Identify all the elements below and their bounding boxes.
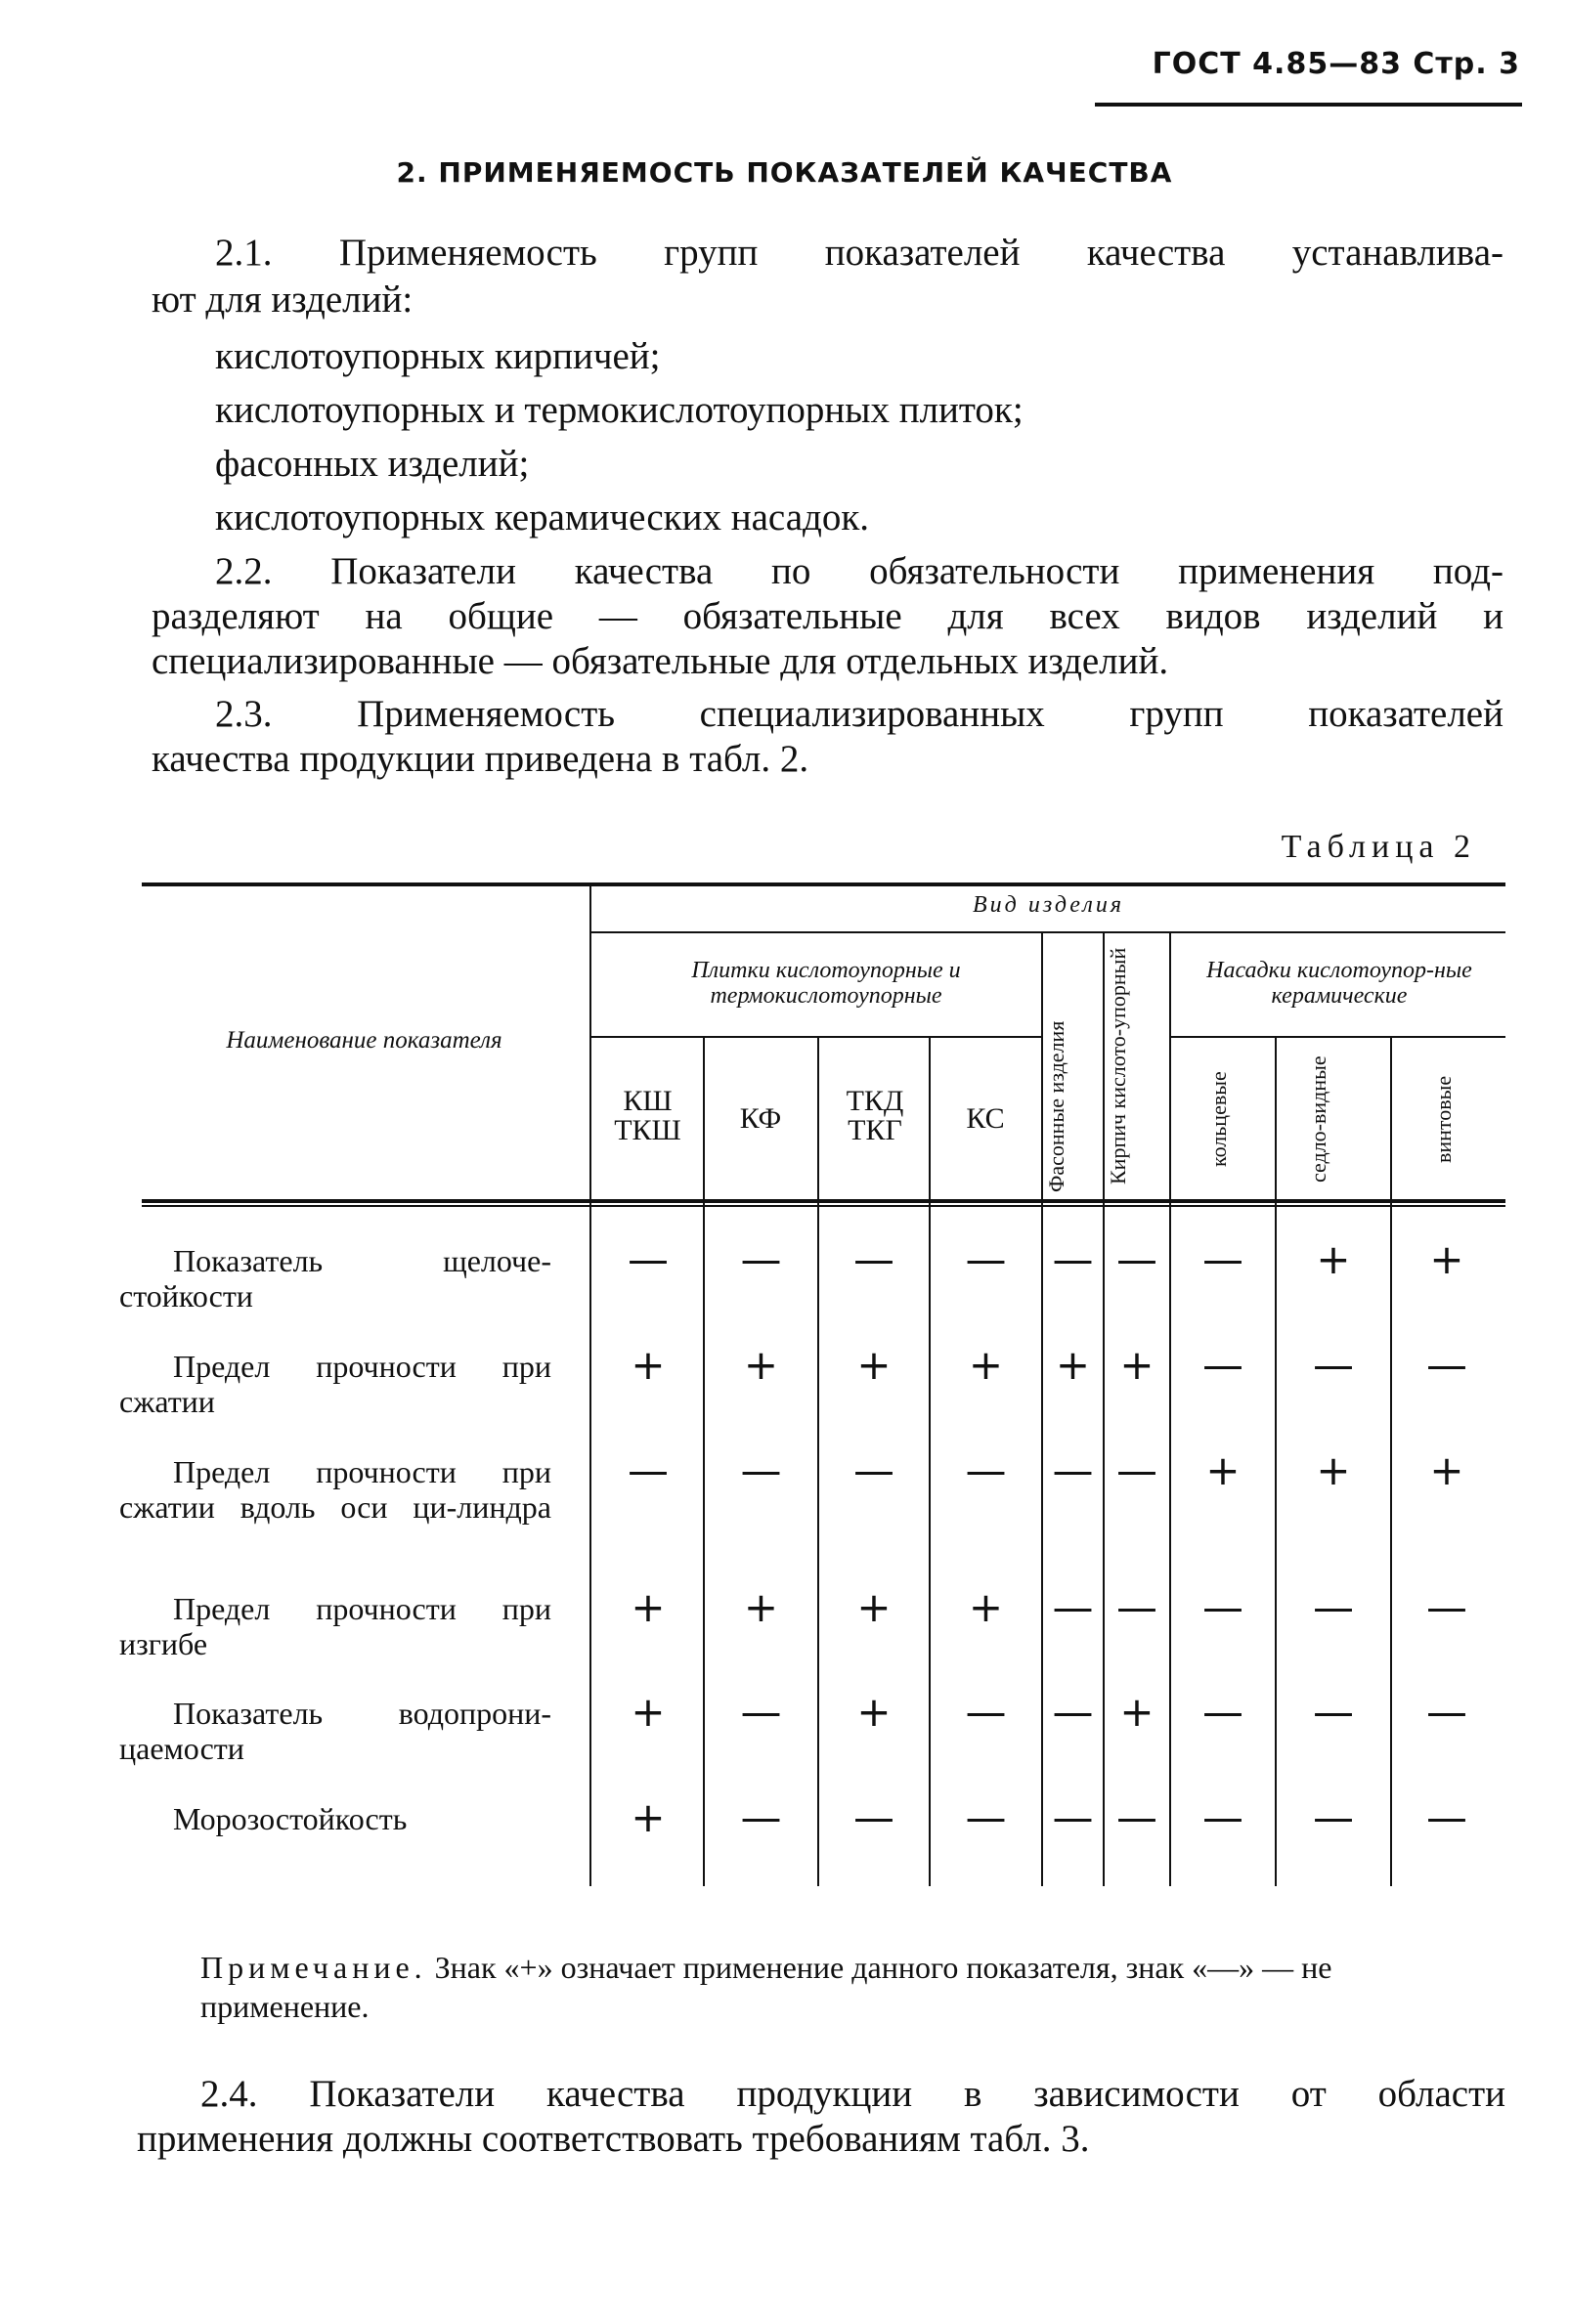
header-rule	[1095, 103, 1522, 107]
tiles-group-label: Плитки кислотоупорные и термокислотоупорные	[691, 958, 961, 1009]
applicability-mark: +	[856, 1688, 892, 1736]
applicability-mark: +	[856, 1583, 892, 1631]
applicability-mark: —	[965, 1688, 1007, 1736]
applicability-mark: +	[631, 1341, 666, 1389]
applicability-mark: +	[1429, 1446, 1464, 1494]
applicability-mark: —	[1426, 1793, 1467, 1841]
applicability-mark: —	[1313, 1793, 1354, 1841]
applicability-mark: —	[1313, 1341, 1354, 1389]
applicability-mark: —	[1426, 1341, 1467, 1389]
page-header: ГОСТ 4.85—83 Стр. 3	[1152, 47, 1520, 81]
applicability-mark: —	[853, 1793, 894, 1841]
applicability-mark: +	[1316, 1446, 1351, 1494]
applicability-mark: —	[965, 1446, 1007, 1494]
applicability-mark: —	[1116, 1793, 1157, 1841]
header-bottom-rule-2	[142, 1205, 1505, 1207]
applicability-mark: +	[856, 1341, 892, 1389]
list-item: фасонных изделий;	[215, 443, 530, 485]
applicability-mark: —	[1116, 1235, 1157, 1283]
column-header: седло-видные	[1306, 1055, 1330, 1183]
list-item: кислотоупорных керамических насадок.	[215, 496, 870, 538]
paragraph-2-3-line-1: 2.3. Применяемость специализированных групп показателей	[215, 693, 1504, 735]
column-header: винтовые	[1431, 1075, 1456, 1163]
table-header-rule	[591, 931, 1505, 933]
applicability-mark: +	[743, 1341, 779, 1389]
applicability-mark: —	[1202, 1793, 1243, 1841]
top-header-label: Вид изделия	[973, 892, 1124, 918]
nozzles-group-label: Насадки кислотоупор-ные керамические	[1206, 958, 1472, 1009]
paragraph-2-2-line-2: разделяют на общие — обязательные для всех видов изделий и	[152, 595, 1504, 637]
col-divider	[1169, 933, 1171, 1886]
applicability-mark: —	[628, 1446, 669, 1494]
applicability-mark: —	[1202, 1583, 1243, 1631]
table-note	[200, 1948, 1505, 2026]
applicability-mark: —	[740, 1793, 782, 1841]
applicability-mark: +	[631, 1793, 666, 1841]
applicability-mark: —	[740, 1688, 782, 1736]
tiles-group-rule	[591, 1036, 1041, 1038]
applicability-mark: +	[1055, 1341, 1091, 1389]
row-name: Предел прочности при изгибе	[119, 1591, 551, 1661]
applicability-mark: —	[1426, 1688, 1467, 1736]
applicability-mark: —	[628, 1235, 669, 1283]
applicability-mark: —	[1313, 1583, 1354, 1631]
col-divider	[1103, 933, 1105, 1886]
applicability-mark: +	[1429, 1235, 1464, 1283]
applicability-mark: —	[740, 1446, 782, 1494]
applicability-mark: +	[631, 1583, 666, 1631]
paragraph-2-2-line-3: специализированные — обязательные для отдельных изделий.	[152, 640, 1169, 682]
applicability-mark: —	[1116, 1583, 1157, 1631]
section-title: 2. ПРИМЕНЯЕМОСТЬ ПОКАЗАТЕЛЕЙ КАЧЕСТВА	[396, 156, 1173, 189]
applicability-mark: —	[1313, 1688, 1354, 1736]
paragraph-2-4-line-2: применения должны соответствовать требованиям табл. 3.	[137, 2118, 1090, 2160]
applicability-mark: +	[1119, 1341, 1155, 1389]
applicability-mark: —	[1052, 1793, 1094, 1841]
row-header-label: Наименование показателя	[226, 1027, 502, 1054]
paragraph-2-4-line-1: 2.4. Показатели качества продукции в зависимости от области	[200, 2073, 1505, 2115]
column-header: КС	[966, 1102, 1005, 1135]
applicability-mark: +	[631, 1688, 666, 1736]
table-label: Таблица 2	[1281, 829, 1476, 865]
applicability-mark: +	[743, 1583, 779, 1631]
col-divider	[589, 884, 591, 1886]
header-bottom-rule	[142, 1199, 1505, 1203]
list-item: кислотоупорных кирпичей;	[215, 335, 661, 377]
applicability-mark: —	[1052, 1446, 1094, 1494]
paragraph-2-1-line-2: ют для изделий:	[152, 279, 414, 321]
applicability-mark: —	[1052, 1688, 1094, 1736]
row-name: Предел прочности при сжатии вдоль оси ци-линдра	[119, 1454, 551, 1525]
applicability-mark: +	[968, 1583, 1004, 1631]
applicability-mark: —	[740, 1235, 782, 1283]
applicability-mark: —	[965, 1235, 1007, 1283]
note-lead: Примечание.	[200, 1950, 427, 1985]
col-divider	[1041, 933, 1043, 1886]
row-name: Морозостойкость	[173, 1801, 408, 1836]
nozzles-group-rule	[1171, 1036, 1505, 1038]
column-header: КФ	[739, 1102, 782, 1135]
applicability-mark: +	[968, 1341, 1004, 1389]
applicability-mark: +	[1119, 1688, 1155, 1736]
applicability-mark: +	[1205, 1446, 1241, 1494]
row-name: Показатель водопрони-цаемости	[119, 1696, 551, 1766]
column-header: КШ ТКШ	[614, 1085, 681, 1146]
row-name: Показатель щелоче-стойкости	[119, 1243, 551, 1313]
column-header: Кирпич кислото-упорный	[1106, 947, 1130, 1185]
applicability-mark: —	[965, 1793, 1007, 1841]
paragraph-2-1-line-1: 2.1. Применяемость групп показателей качества устанавлива-	[215, 232, 1504, 274]
applicability-mark: —	[1202, 1341, 1243, 1389]
column-header: Фасонные изделия	[1044, 1020, 1068, 1192]
list-item: кислотоупорных и термокислотоупорных плиток;	[215, 389, 1024, 431]
paragraph-2-2-line-1: 2.2. Показатели качества по обязательности применения под-	[215, 550, 1504, 592]
column-header: кольцевые	[1206, 1071, 1231, 1167]
applicability-mark: —	[1202, 1688, 1243, 1736]
applicability-mark: +	[1316, 1235, 1351, 1283]
applicability-mark: —	[1426, 1583, 1467, 1631]
note-text: Знак «+» означает применение данного показателя, знак «—» — не применение.	[200, 1950, 1332, 2024]
applicability-mark: —	[1202, 1235, 1243, 1283]
applicability-mark: —	[1116, 1446, 1157, 1494]
applicability-mark: —	[1052, 1235, 1094, 1283]
row-name: Предел прочности при сжатии	[119, 1349, 551, 1419]
applicability-mark: —	[853, 1235, 894, 1283]
applicability-mark: —	[853, 1446, 894, 1494]
paragraph-2-3-line-2: качества продукции приведена в табл. 2.	[152, 738, 809, 780]
applicability-mark: —	[1052, 1583, 1094, 1631]
column-header: ТКД ТКГ	[846, 1085, 904, 1146]
table-top-rule	[142, 882, 1505, 886]
